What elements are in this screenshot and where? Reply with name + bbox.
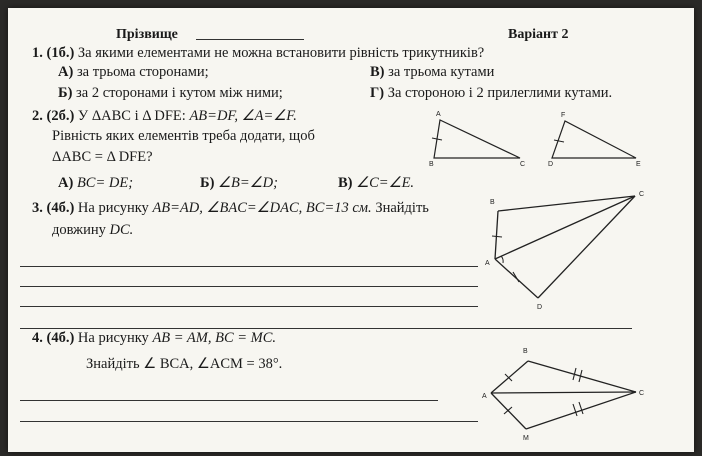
label-b: B <box>429 161 434 168</box>
answer-line <box>20 421 478 422</box>
answer-line <box>20 286 478 287</box>
answer-line <box>20 266 478 267</box>
q1-option-v-letter: В) <box>370 64 385 80</box>
q2-condition: AB=DF, ∠A=∠F. <box>189 108 297 124</box>
label-m4: M <box>523 435 529 442</box>
worksheet-card <box>8 8 694 452</box>
q2-option-a-text: BC= DE; <box>76 175 134 191</box>
label-f: F <box>561 112 566 119</box>
answer-line <box>20 306 478 307</box>
q3-text-b: Знайдіть <box>375 200 429 216</box>
segment-ba <box>495 211 498 259</box>
tick-ab <box>492 236 502 237</box>
q1-option-b-text: за 2 сторонами і кутом між ними; <box>76 85 283 101</box>
q4-number: 4. <box>32 330 43 346</box>
q4-condition: AB = AM, BC = MC. <box>152 330 277 346</box>
segment-bc4 <box>528 361 636 392</box>
answer-line <box>20 328 632 329</box>
q4-points: (4б.) <box>46 330 75 346</box>
q2-number: 2. <box>32 108 43 124</box>
label-c: C <box>520 161 526 168</box>
label-b4: B <box>523 348 528 355</box>
label-c4: C <box>639 390 645 397</box>
triangle-dfe-shape <box>552 121 636 158</box>
label-b3: B <box>490 199 495 206</box>
label-d3: D <box>537 304 543 311</box>
q2-intro: У <box>77 108 89 124</box>
label-c3: C <box>639 191 645 198</box>
label-a: A <box>436 111 441 118</box>
q2-line2: Рівність яких елементів треба додати, щоб <box>52 128 315 144</box>
label-a4: A <box>482 393 487 400</box>
q1-option-v-text: за трьома кутами <box>388 64 495 80</box>
q1-text: За якими елементами не можна встановити рівність трикутників? <box>77 45 485 61</box>
q3-stem <box>32 200 429 217</box>
triangle-abc-shape <box>434 120 520 158</box>
segment-am4 <box>491 393 526 429</box>
q3-points: (4б.) <box>46 200 75 216</box>
q1-option-b-letter: Б) <box>58 85 73 101</box>
variant-label: Варіант 2 <box>508 27 569 42</box>
q2-line3: ΔABC = Δ DFE? <box>52 149 153 165</box>
q3-line2 <box>52 222 133 239</box>
q1-option-a-text: за трьома сторонами; <box>76 64 209 80</box>
q1-number: 1. <box>32 45 43 61</box>
segment-mc4 <box>526 392 636 429</box>
q2-option-a-letter: А) <box>58 175 74 191</box>
q3-figure <box>485 191 644 311</box>
q2-option-v-letter: В) <box>338 175 353 191</box>
q1-option-g-text: За стороною і 2 прилеглими кутами. <box>387 85 613 101</box>
label-e: E <box>636 161 641 168</box>
answer-line <box>20 400 438 401</box>
q3-line2-b: DC. <box>109 222 134 238</box>
q1-option-a-letter: А) <box>58 64 74 80</box>
q2-triangle-abc <box>429 111 525 168</box>
q3-condition: AB=AD, ∠BAC=∠DAC, BC=13 см. <box>152 200 372 216</box>
tick-mc4-2 <box>579 402 583 414</box>
q2-option-v-text: ∠C=∠E. <box>356 175 415 191</box>
segment-ab4 <box>491 361 528 393</box>
segment-bc <box>498 196 635 211</box>
q3-text-a: На рисунку <box>77 200 149 216</box>
q1-option-g-letter: Г) <box>370 85 385 101</box>
segment-dc <box>538 196 635 298</box>
q4-stem <box>32 330 276 347</box>
q2-option-b-letter: Б) <box>200 175 215 191</box>
segment-ac <box>495 196 635 259</box>
label-d: D <box>548 161 554 168</box>
label-a3: A <box>485 260 490 267</box>
tick-mc4-1 <box>573 404 577 416</box>
q2-triangles: ΔABC і Δ DFE: <box>91 108 186 124</box>
angle-arc <box>501 256 503 263</box>
q2-option-b-text: ∠B=∠D; <box>218 175 278 191</box>
q4-figure <box>482 348 644 442</box>
surname-label: Прізвище <box>116 27 178 42</box>
q2-triangle-dfe <box>548 112 641 168</box>
triangle-dfe-tick <box>554 140 564 142</box>
q2-points: (2б.) <box>46 108 75 124</box>
q4-line2: Знайдіть ∠ BCA, ∠ACM = 38°. <box>86 356 283 372</box>
segment-ac4 <box>491 392 636 393</box>
q3-line2-a: довжину <box>52 222 106 238</box>
q1-points: (1б.) <box>46 45 75 61</box>
q4-text-a: На рисунку <box>77 330 149 346</box>
q3-number: 3. <box>32 200 43 216</box>
